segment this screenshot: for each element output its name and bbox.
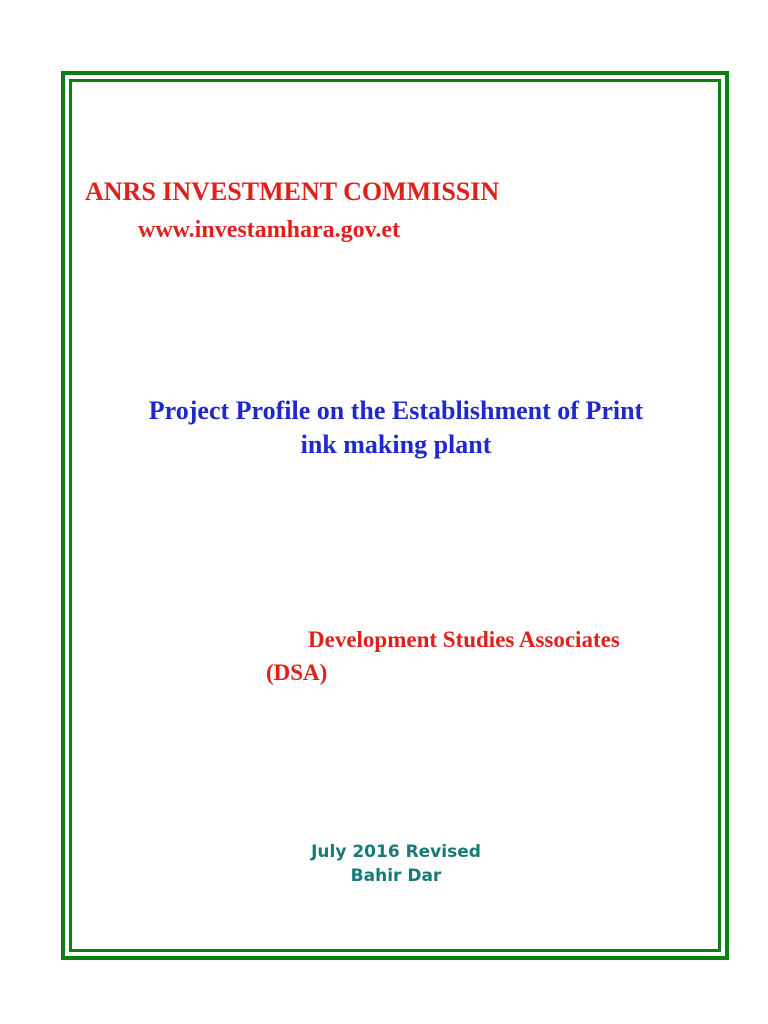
document-title-line-1: Project Profile on the Establishment of Print <box>148 396 644 425</box>
organization-name: ANRS INVESTMENT COMMISSIN <box>85 177 500 206</box>
author-line-2: (DSA) <box>266 660 328 685</box>
author-line-1: Development Studies Associates <box>308 627 620 652</box>
document-title-line-2: ink making plant <box>300 430 492 459</box>
organization-website: www.investamhara.gov.et <box>138 217 400 243</box>
publication-place: Bahir Dar <box>350 866 442 886</box>
page-border-inner <box>69 79 721 952</box>
revision-date: July 2016 Revised <box>311 842 481 862</box>
